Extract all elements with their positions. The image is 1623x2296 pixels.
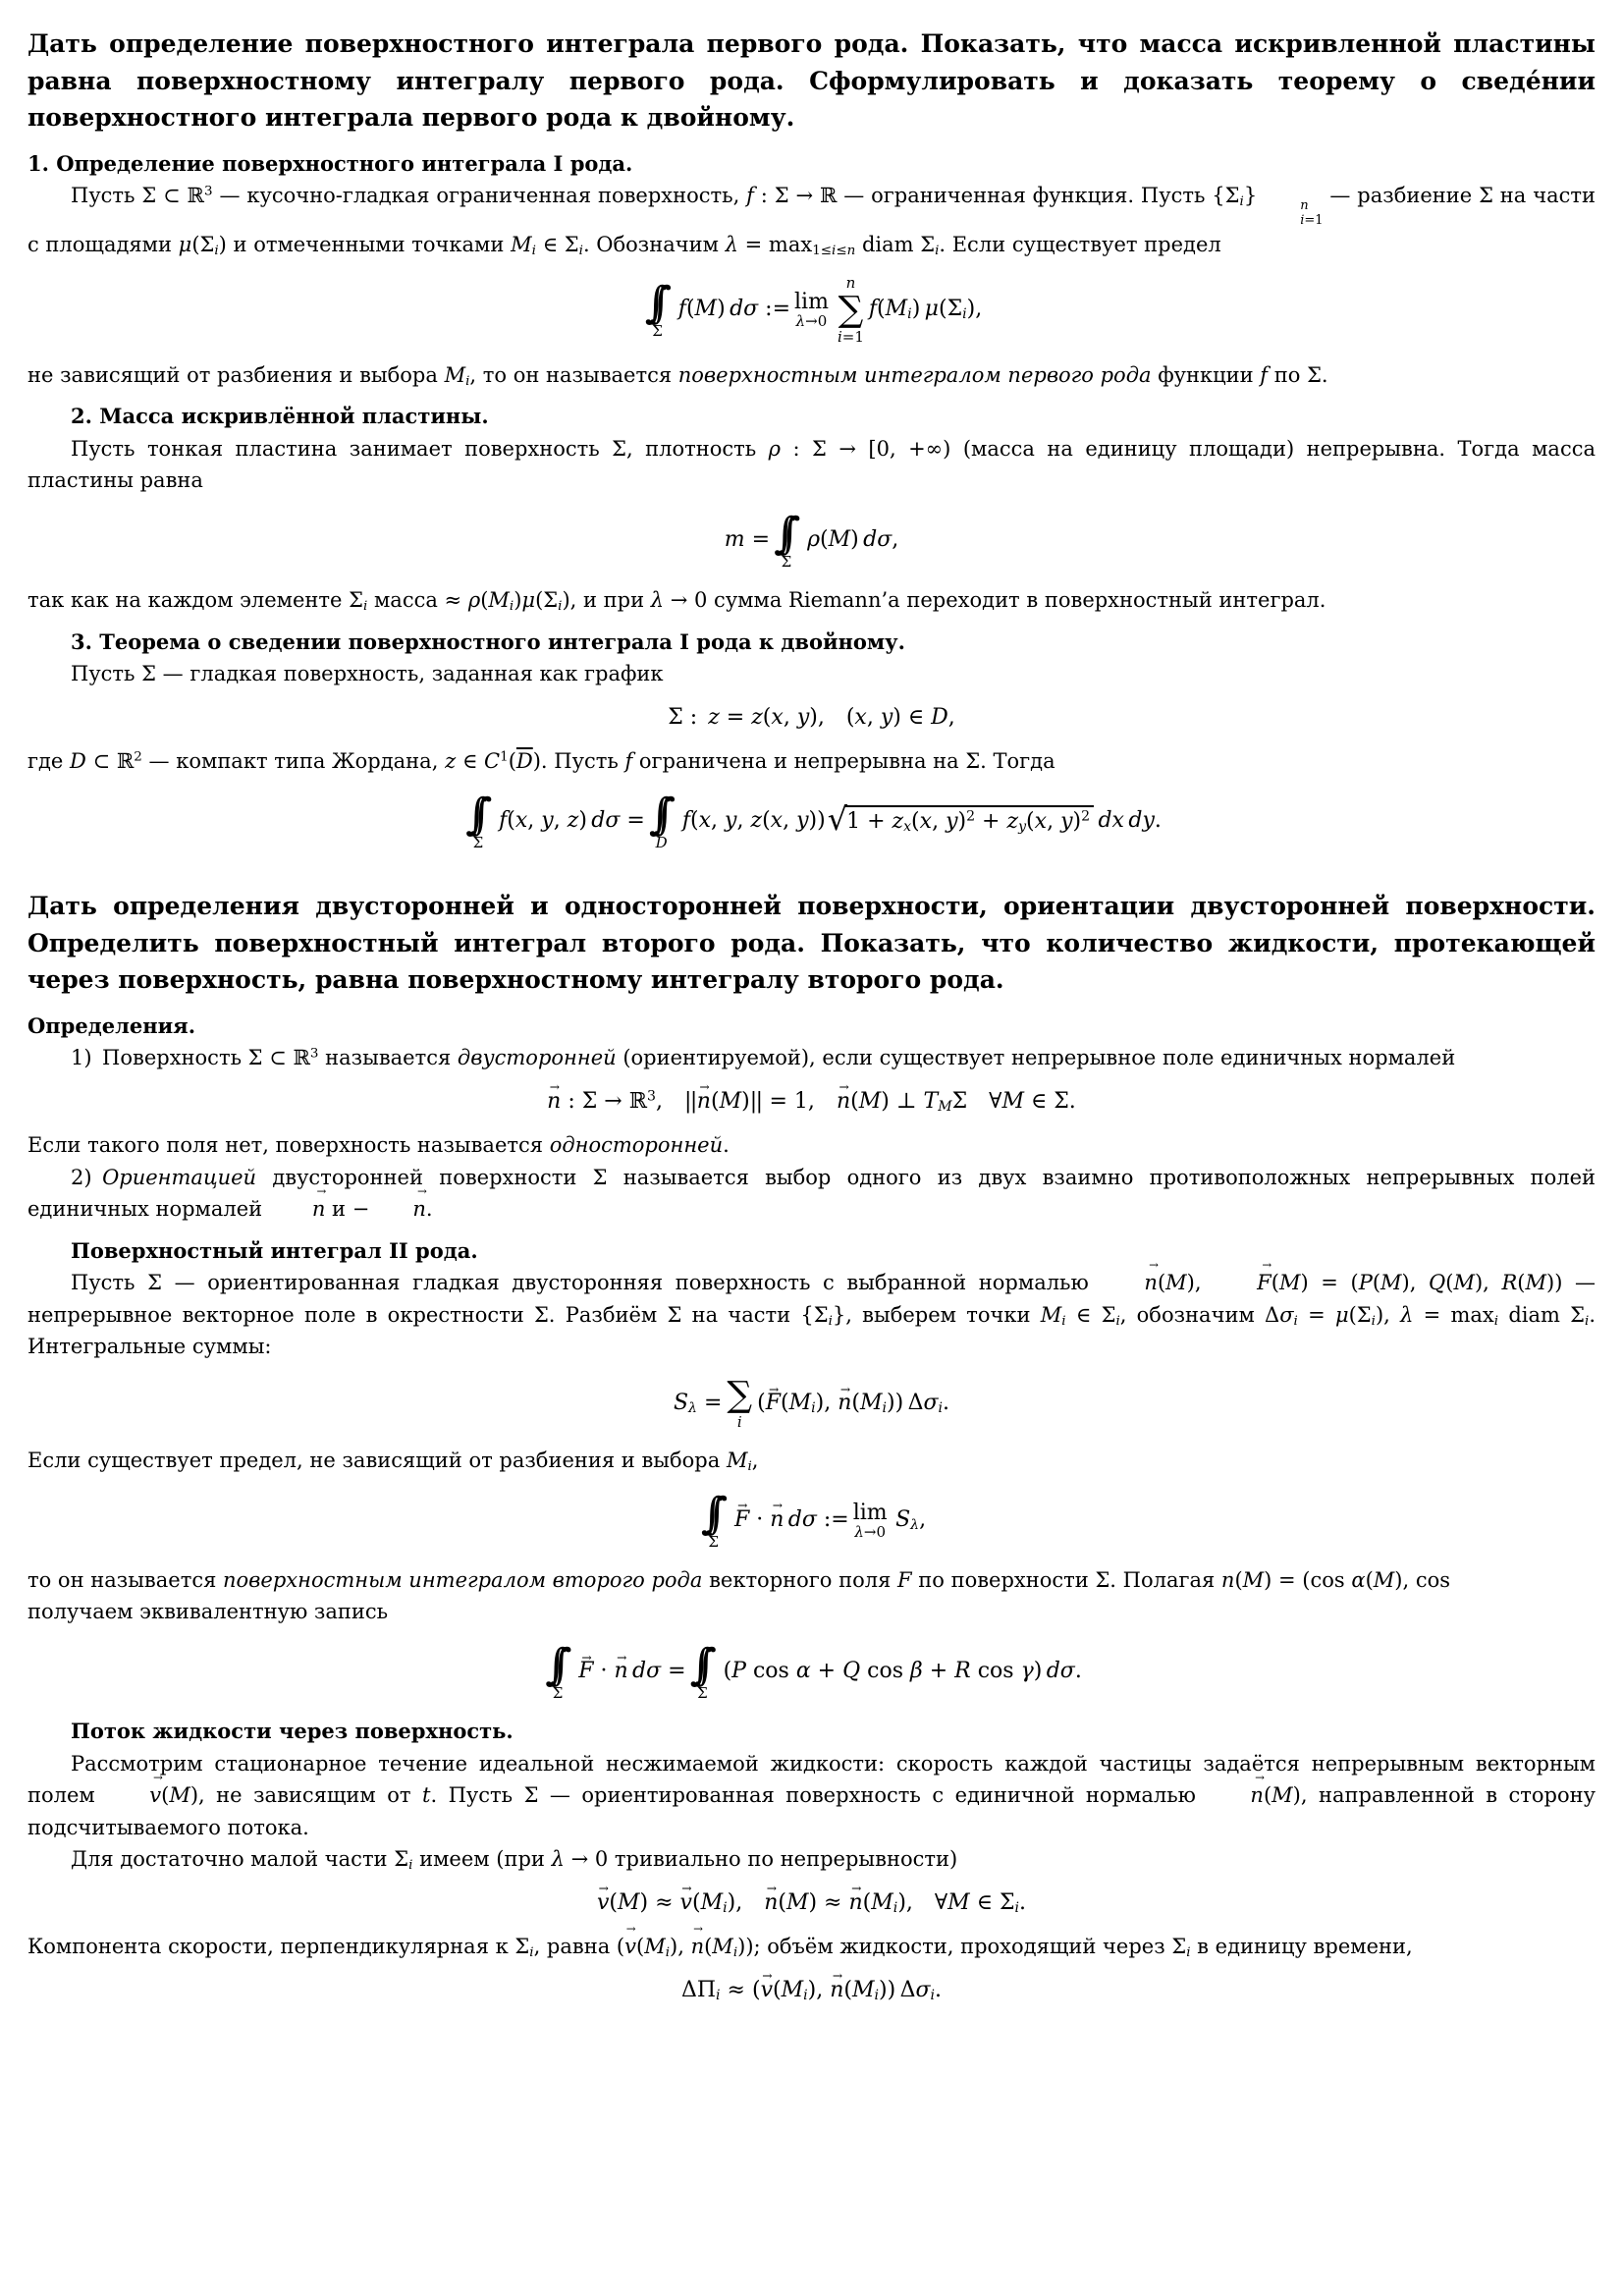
definition-2-paragraph: 2) Ориентацией двусторонней поверхности Σ называется выбор одного из двух взаимно противоположных непрерывных полей единичных нормалей n → и − n →.: [27, 1162, 1596, 1226]
definition-1-paragraph: 1) Поверхность Σ ⊂ ℝ$^3$ называется двусторонней (ориентируемой), если существует непрерывное поле единичных нормалей: [71, 1046, 1456, 1070]
formula-surface-as-graph: Σ : z = z(x, y), (x, y) ∈ D,: [668, 704, 955, 730]
section-1-heading: 1. Определение поверхностного интеграла I рода.: [27, 150, 633, 176]
fluid-flow-heading: Поток жидкости через поверхность.: [71, 1719, 514, 1744]
section-1-note: не зависящий от разбиения и выбора $M_i$, то он называется поверхностным интегралом первого рода функции f по Σ.: [27, 362, 1328, 389]
formula-unit-normal-field: n → : Σ → ℝ$^3$, ||n →(M)|| = 1, n →(M) ⊥ $T_M\Sigma$ ∀M ∈ Σ.: [27, 1089, 1596, 1116]
formula-surface-integral-definition: ∫∫ Σ f(M) dσ := lim λ→0 n ∑ i=1 $f(M_i)$ $\mu(\Sigma_i)$,: [644, 273, 983, 346]
fluid-flow-paragraph-2: Для достаточно малой части $\Sigma_i$ имеем (при λ → 0 тривиально по непрерывности): [71, 1847, 958, 1874]
section-2-note: так как на каждом элементе $\Sigma_i$ масса ≈ $\rho(M_i)\mu(\Sigma_i)$, и при λ → 0 сумма Riemann’а переходит в поверхностный интеграл.: [27, 588, 1326, 614]
problem-2-title: Дать определения двусторонней и односторонней поверхности, ориентации двусторонней поверхности. Определить поверхностный интеграл второго рода. Показать, что количество жидкости, протекающей через поверхность, равна поверхностному интегралу второго рода.: [27, 892, 1596, 994]
equivalent-form-lead-line: получаем эквивалентную запись: [27, 1600, 389, 1624]
section-3-paragraph-1: Пусть Σ — гладкая поверхность, заданная как график: [71, 662, 664, 686]
section-2-paragraph: Пусть тонкая пластина занимает поверхность Σ, плотность ρ : Σ → [0, +∞) (масса на единицу площади) непрерывна. Тогда масса пластины равна: [27, 436, 1596, 493]
formula-equivalent-form: ∫∫ Σ F → · n → dσ = ∫∫ Σ (P cos α + Q cos β + R cos γ) dσ.: [27, 1643, 1596, 1701]
definition-1-note: Если такого поля нет, поверхность называется односторонней.: [27, 1133, 730, 1158]
definitions-heading: Определения.: [27, 1012, 196, 1038]
section-3-heading: 3. Теорема о сведении поверхностного интеграла I рода к двойному.: [71, 629, 905, 654]
formula-velocity-approximation: $v \to(M) \approx v \to(M_i)$, $n \to(M) \approx n \to(M_i)$, ∀M ∈ $\Sigma_i$.: [27, 1890, 1596, 1917]
second-kind-naming-line: то он называется поверхностным интегралом второго рода векторного поля F → по поверхности Σ. Полагая n →(M) = (cos α(M), cos: [27, 1564, 1623, 1597]
formula-flux-volume: $\Delta\Pi_i \approx (v \to(M_i)$, $n \to(M_i)$) $\Delta\sigma_i$.: [27, 1978, 1596, 2004]
section-3-paragraph-2: где D ⊂ ℝ$^2$ — компакт типа Жордана, z ∈ $C^1(\overline{D})$. Пусть f ограничена и непрерывна на Σ. Тогда: [27, 749, 1055, 774]
section-1-paragraph: Пусть Σ ⊂ ℝ$^3$ — кусочно-гладкая ограниченная поверхность, f : Σ → ℝ — ограниченная функция. Пусть $\{\Sigma_i\}$ n i=1 — разбиение Σ на части с площадями $\mu(\Sigma_i)$ и отмеченными точками $M_i$ ∈ $\Sigma_i$. Обозначим $\lambda = \max_{1\le i\le n}$ diam $\Sigma_i$. Если существует предел: [27, 184, 1596, 259]
fluid-flow-paragraph-1: Рассмотрим стационарное течение идеальной несжимаемой жидкости: скорость каждой частицы задаётся непрерывным векторным полем v →(M), не зависящим от t. Пусть Σ — ориентированная поверхность с единичной нормалью n →(M), направленной в сторону подсчитываемого потока.: [27, 1748, 1596, 1844]
formula-reduction-to-double-integral: ∫∫ Σ f(x, y, z) dσ = ∫∫ D f(x, y, z(x, y)) √ $1 + z_x(x$, $y)^2 + z_y(x$, y)$^2$ dx dy.: [465, 789, 1162, 851]
formula-second-kind-definition: ∫∫ Σ F → · n → dσ := lim λ→0 $S_\lambda$,: [27, 1492, 1596, 1550]
problem-1-title: Дать определение поверхностного интеграла первого рода. Показать, что масса искривленной пластины равна поверхностному интегралу первого рода. Сформулировать и доказать теорему о сведе́нии поверхностного интеграла первого рода к двойному.: [27, 29, 1596, 132]
surface-integral-second-kind-heading: Поверхностный интеграл II рода.: [71, 1237, 478, 1263]
velocity-component-paragraph: Компонента скорости, перпендикулярная к $\Sigma_i$, равна ($v \to(M_i)$, $n \to(M_i)$); объём жидкости, проходящий через $\Sigma_i$ в единицу времени,: [27, 1931, 1596, 1963]
section-2-heading: 2. Масса искривлённой пластины.: [71, 404, 489, 429]
formula-integral-sums: $S_\lambda$ = ∑ i ($F \to(M_i)$, $n \to(M_i)$) $\Delta\sigma_i$.: [27, 1378, 1596, 1430]
surface-integral-second-kind-paragraph: Пусть Σ — ориентированная гладкая двусторонняя поверхность с выбранной нормалью n →(M), F →(M) = (P(M), Q(M), R(M)) — непрерывное векторное поле в окрестности Σ. Разбиём Σ на части $\{\Sigma_i\}$, выберем точки $M_i$ ∈ $\Sigma_i$, обозначим $\Delta\sigma_i = \mu(\Sigma_i)$, $\lambda = \max_i$ diam $\Sigma_i$. Интегральные суммы:: [27, 1267, 1596, 1363]
formula-plate-mass: m = ∫∫ Σ ρ(M) dσ,: [724, 508, 899, 572]
limit-existence-paragraph: Если существует предел, не зависящий от разбиения и выбора $M_i$,: [27, 1449, 759, 1474]
